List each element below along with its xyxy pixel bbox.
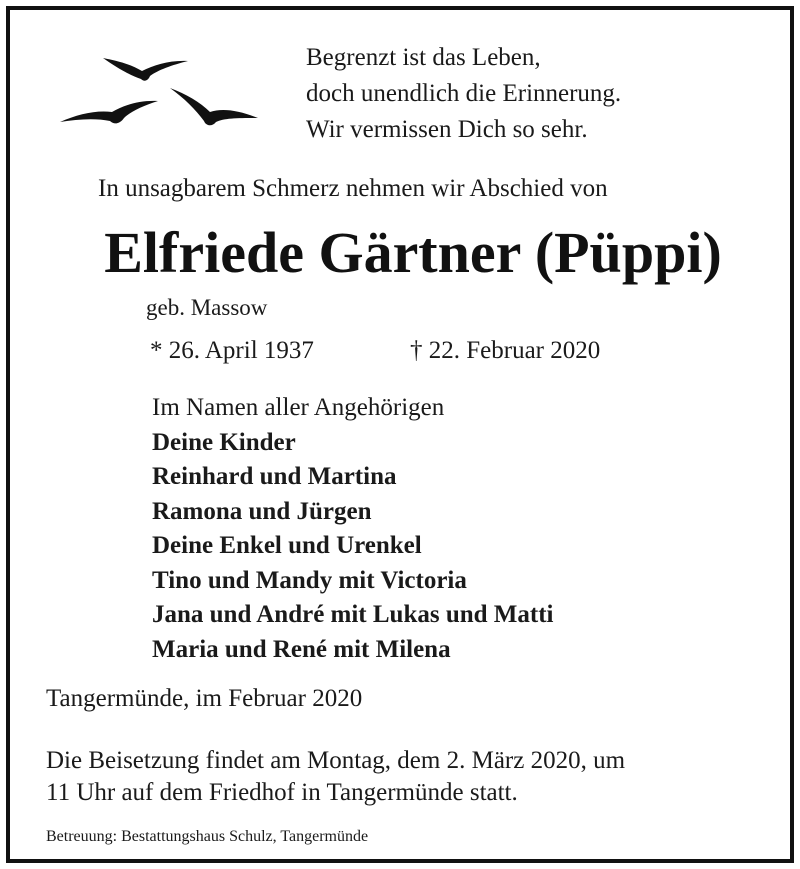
- place-date: Tangermünde, im Februar 2020: [46, 685, 363, 712]
- relatives-line: Deine Kinder: [152, 428, 296, 456]
- maiden-name: geb. Massow: [146, 295, 268, 320]
- relatives-line: Reinhard und Martina: [152, 463, 397, 490]
- poem-line-3: Wir vermissen Dich so sehr.: [306, 116, 588, 143]
- deceased-name: Elfriede Gärtner (Püppi): [104, 220, 722, 285]
- relatives-line: Tino und Mandy mit Victoria: [152, 566, 467, 594]
- death-date: † 22. Februar 2020: [410, 337, 601, 364]
- relatives-lead: Im Namen aller Angehörigen: [152, 394, 445, 421]
- flying-birds-icon: [58, 52, 273, 142]
- funeral-line-2: 11 Uhr auf dem Friedhof in Tangermünde statt.: [46, 779, 518, 806]
- relatives-line: Maria und René mit Milena: [152, 635, 451, 663]
- relatives-line: Deine Enkel und Urenkel: [152, 532, 422, 559]
- intro-text: In unsagbarem Schmerz nehmen wir Abschied von: [98, 175, 608, 202]
- funeral-notice: [46, 745, 625, 809]
- bird-left-icon: [60, 101, 158, 124]
- funeral-line-1: Die Beisetzung findet am Montag, dem 2. März 2020, um: [46, 747, 626, 774]
- bird-right-icon: [170, 88, 258, 125]
- relatives-line: Jana und André mit Lukas und Matti: [152, 601, 554, 628]
- poem: [306, 40, 621, 148]
- poem-line-2: doch unendlich die Erinnerung.: [306, 80, 622, 107]
- relatives-list: [152, 391, 554, 667]
- funeral-home-credit: Betreuung: Bestattungshaus Schulz, Tangermünde: [46, 828, 369, 845]
- relatives-line: Ramona und Jürgen: [152, 497, 372, 525]
- poem-line-1: Begrenzt ist das Leben,: [306, 44, 541, 71]
- bird-top-icon: [103, 58, 188, 81]
- birth-date: * 26. April 1937: [150, 337, 314, 364]
- obituary-frame: [6, 6, 794, 863]
